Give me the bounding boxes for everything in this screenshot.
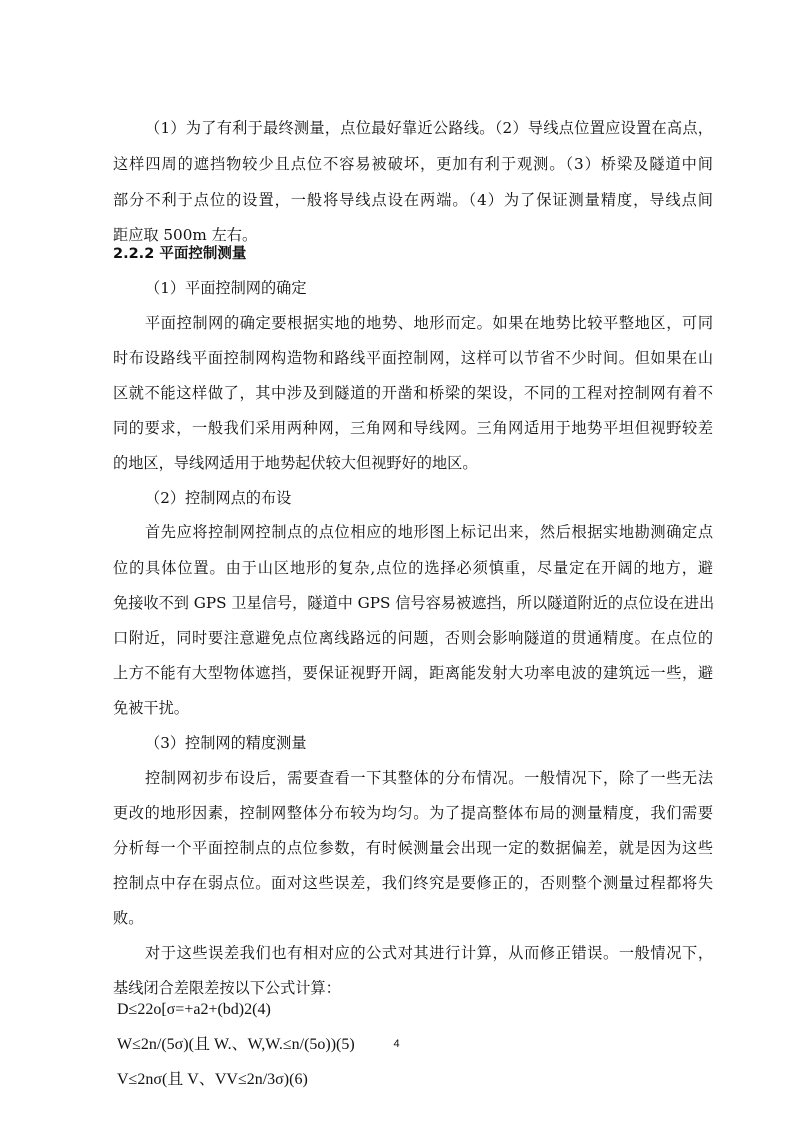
paragraph-line: 败。 (113, 909, 144, 927)
paragraph-line: （1）为了有利于最终测量，点位最好靠近公路线。（2）导线点位置应设置在高点， (145, 119, 713, 137)
paragraph-line: 时布设路线平面控制网构造物和路线平面控制网，这样可以节省不少时间。但如果在山 (113, 349, 713, 367)
paragraph-line: 区就不能这样做了，其中涉及到隧道的开凿和桥梁的架设，不同的工程对控制网有着不 (113, 384, 713, 402)
paragraph-line: 对于这些误差我们也有相对应的公式对其进行计算，从而修正错误。一般情况下， (145, 944, 713, 962)
subsection-title: （3）控制网的精度测量 (145, 734, 307, 752)
paragraph-line: 免接收不到 GPS 卫星信号，隧道中 GPS 信号容易被遮挡，所以隧道附近的点位设在进出 (113, 594, 715, 612)
subsection-title: （1）平面控制网的确定 (145, 279, 307, 297)
formula-4: D≤22o[σ=+a2+(bd)2(4) (117, 1001, 271, 1018)
paragraph-line: 免被干扰。 (113, 699, 189, 717)
paragraph-line: 分析每一个平面控制点的点位参数，有时候测量会出现一定的数据偏差，就是因为这些 (113, 839, 713, 857)
paragraph-line: 距应取 500m 左右。 (113, 226, 258, 244)
formula-5: W≤2n/(5σ)(且 W.、W,W.≤n/(5o))(5) (117, 1036, 355, 1053)
paragraph-line: 位的具体位置。由于山区地形的复杂,点位的选择必须慎重，尽量定在开阔的地方，避 (113, 559, 713, 577)
paragraph-line: 的地区，导线网适用于地势起伏较大但视野好的地区。 (113, 454, 478, 472)
paragraph-line: 平面控制网的确定要根据实地的地势、地形而定。如果在地势比较平整地区，可同 (145, 314, 713, 332)
paragraph-line: 上方不能有大型物体遮挡，要保证视野开阔，距离能发射大功率电波的建筑远一些，避 (113, 664, 713, 682)
paragraph-line: 首先应将控制网控制点的点位相应的地形图上标记出来，然后根据实地勘测确定点 (145, 523, 713, 541)
paragraph-line: 同的要求，一般我们采用两种网，三角网和导线网。三角网适用于地势平坦但视野较差 (113, 419, 713, 437)
page-number: 4 (393, 1038, 400, 1050)
paragraph-line: 口附近，同时要注意避免点位离线路远的问题，否则会影响隧道的贯通精度。在点位的 (113, 629, 713, 647)
paragraph-line: 控制网初步布设后，需要查看一下其整体的分布情况。一般情况下，除了一些无法 (145, 769, 713, 787)
formula-6: V≤2nσ(且 V、VV≤2n/3σ)(6) (117, 1071, 308, 1088)
paragraph-line: 这样四周的遮挡物较少且点位不容易被破坏，更加有利于观测。（3）桥梁及隧道中间 (113, 155, 713, 173)
paragraph-line: 部分不利于点位的设置，一般将导线点设在两端。（4）为了保证测量精度，导线点间 (113, 191, 713, 209)
paragraph-line: 基线闭合差限差按以下公式计算： (113, 979, 341, 997)
paragraph-line: 控制点中存在弱点位。面对这些误差，我们终究是要修正的，否则整个测量过程都将失 (113, 874, 713, 892)
section-heading: 2.2.2 平面控制测量 (113, 246, 247, 262)
paragraph-line: 更改的地形因素，控制网整体分布较为均匀。为了提高整体布局的测量精度，我们需要 (113, 804, 713, 822)
subsection-title: （2）控制网点的布设 (145, 489, 292, 507)
